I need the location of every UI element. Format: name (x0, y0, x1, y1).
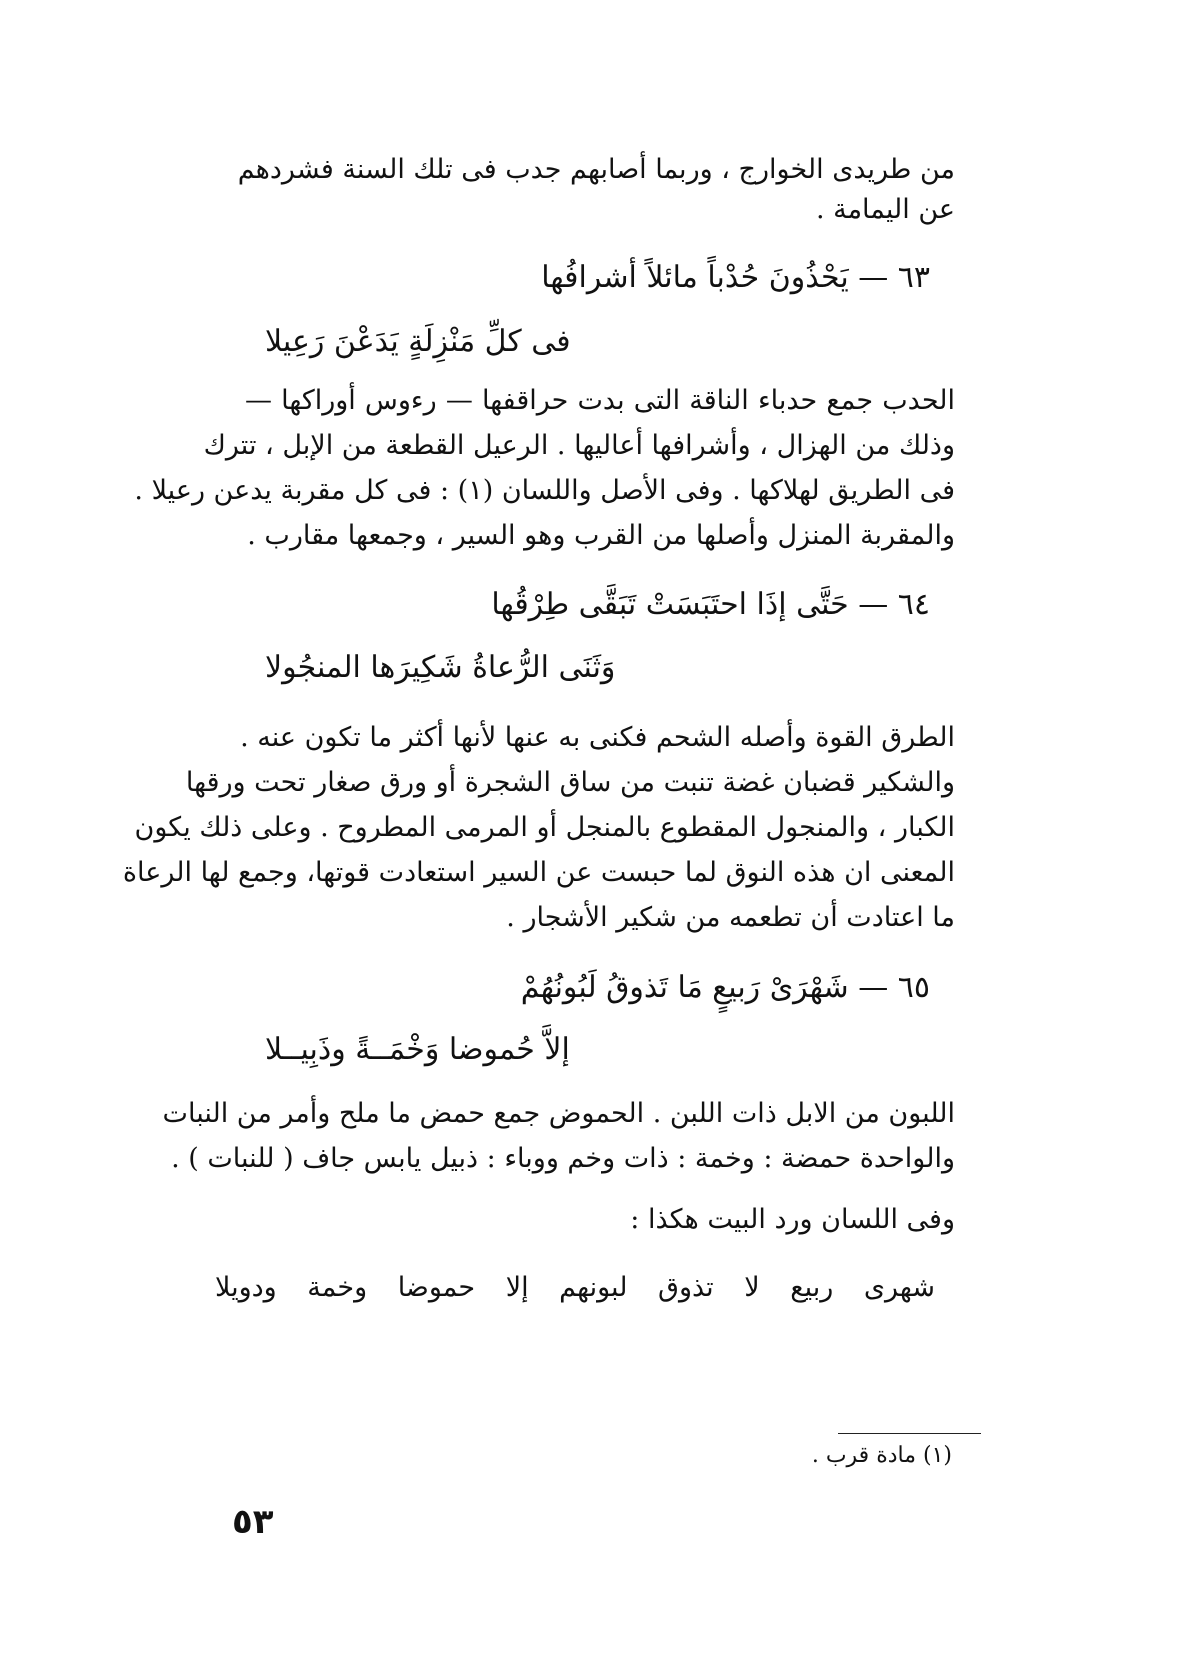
verse-64-commentary-line-5: ما اعتادت أن تطعمه من شكير الأشجار . (506, 902, 955, 933)
intro-line-1: من طريدى الخوارج ، وربما أصابهم جدب فى تلك السنة فشردهم (237, 154, 955, 185)
page-number: ٥٣ (232, 1502, 274, 1542)
verse-63-first-hemistich: ٦٣ — يَحْذُونَ حُدْباً مائلاً أشرافُها (541, 260, 930, 295)
verse-65-commentary-line-3: وفى اللسان ورد البيت هكذا : (630, 1204, 955, 1235)
verse-63-commentary-line-2: وذلك من الهزال ، وأشرافها أعاليها . الرعيل القطعة من الإبل ، تترك (203, 430, 955, 461)
verse-63-second-hemistich: فى كلِّ مَنْزِلَةٍ يَدَعْنَ رَعِيلا (265, 324, 571, 359)
verse-64-commentary-line-2: والشكير قضبان غضة تنبت من ساق الشجرة أو ورق صغار تحت ورقها (185, 767, 955, 798)
verse-64-second-hemistich: وَثَنَى الرُّعاةُ شَكِيرَها المنجُولا (265, 650, 616, 685)
verse-64-first-hemistich: ٦٤ — حَتَّى إذَا احتَبَسَتْ تَبَقَّى طِرْقُها (491, 587, 930, 622)
verse-63-commentary-line-4: والمقربة المنزل وأصلها من القرب وهو السير ، وجمعها مقارب . (247, 520, 955, 551)
verse-64-commentary-line-4: المعنى ان هذه النوق لما حبست عن السير استعادت قوتها، وجمع لها الرعاة (122, 857, 955, 888)
footnote-divider (838, 1433, 981, 1434)
verse-64-commentary-line-3: الكبار ، والمنجول المقطوع بالمنجل أو المرمى المطروح . وعلى ذلك يكون (134, 812, 955, 843)
verse-63-commentary-line-1: الحدب جمع حدباء الناقة التى بدت حراقفها — رءوس أوراكها — (245, 385, 955, 416)
lisan-quoted-verse: شهرى ربيع لا تذوق لبونهم إلا حموضا وخمة ودويلا (215, 1272, 935, 1303)
verse-65-first-hemistich: ٦٥ — شَهْرَىْ رَبيعٍ مَا تَذوقُ لَبُونُهُمْ (520, 970, 930, 1005)
verse-65-second-hemistich: إلاَّ حُموضا وَخْمَــةً وذَبِيــلا (265, 1032, 570, 1067)
verse-65-commentary-line-1: اللبون من الابل ذات اللبن . الحموض جمع حمض ما ملح وأمر من النبات (162, 1098, 955, 1129)
verse-65-commentary-line-2: والواحدة حمضة : وخمة : ذات وخم ووباء : ذبيل يابس جاف ( للنبات ) . (171, 1143, 955, 1174)
verse-64-commentary-line-1: الطرق القوة وأصله الشحم فكنى به عنها لأنها أكثر ما تكون عنه . (240, 722, 955, 753)
intro-line-2: عن اليمامة . (815, 194, 955, 225)
footnote: (١) مادة قرب . (811, 1443, 952, 1468)
verse-63-commentary-line-3: فى الطريق لهلاكها . وفى الأصل واللسان (١) : فى كل مقربة يدعن رعيلا . (134, 475, 955, 506)
